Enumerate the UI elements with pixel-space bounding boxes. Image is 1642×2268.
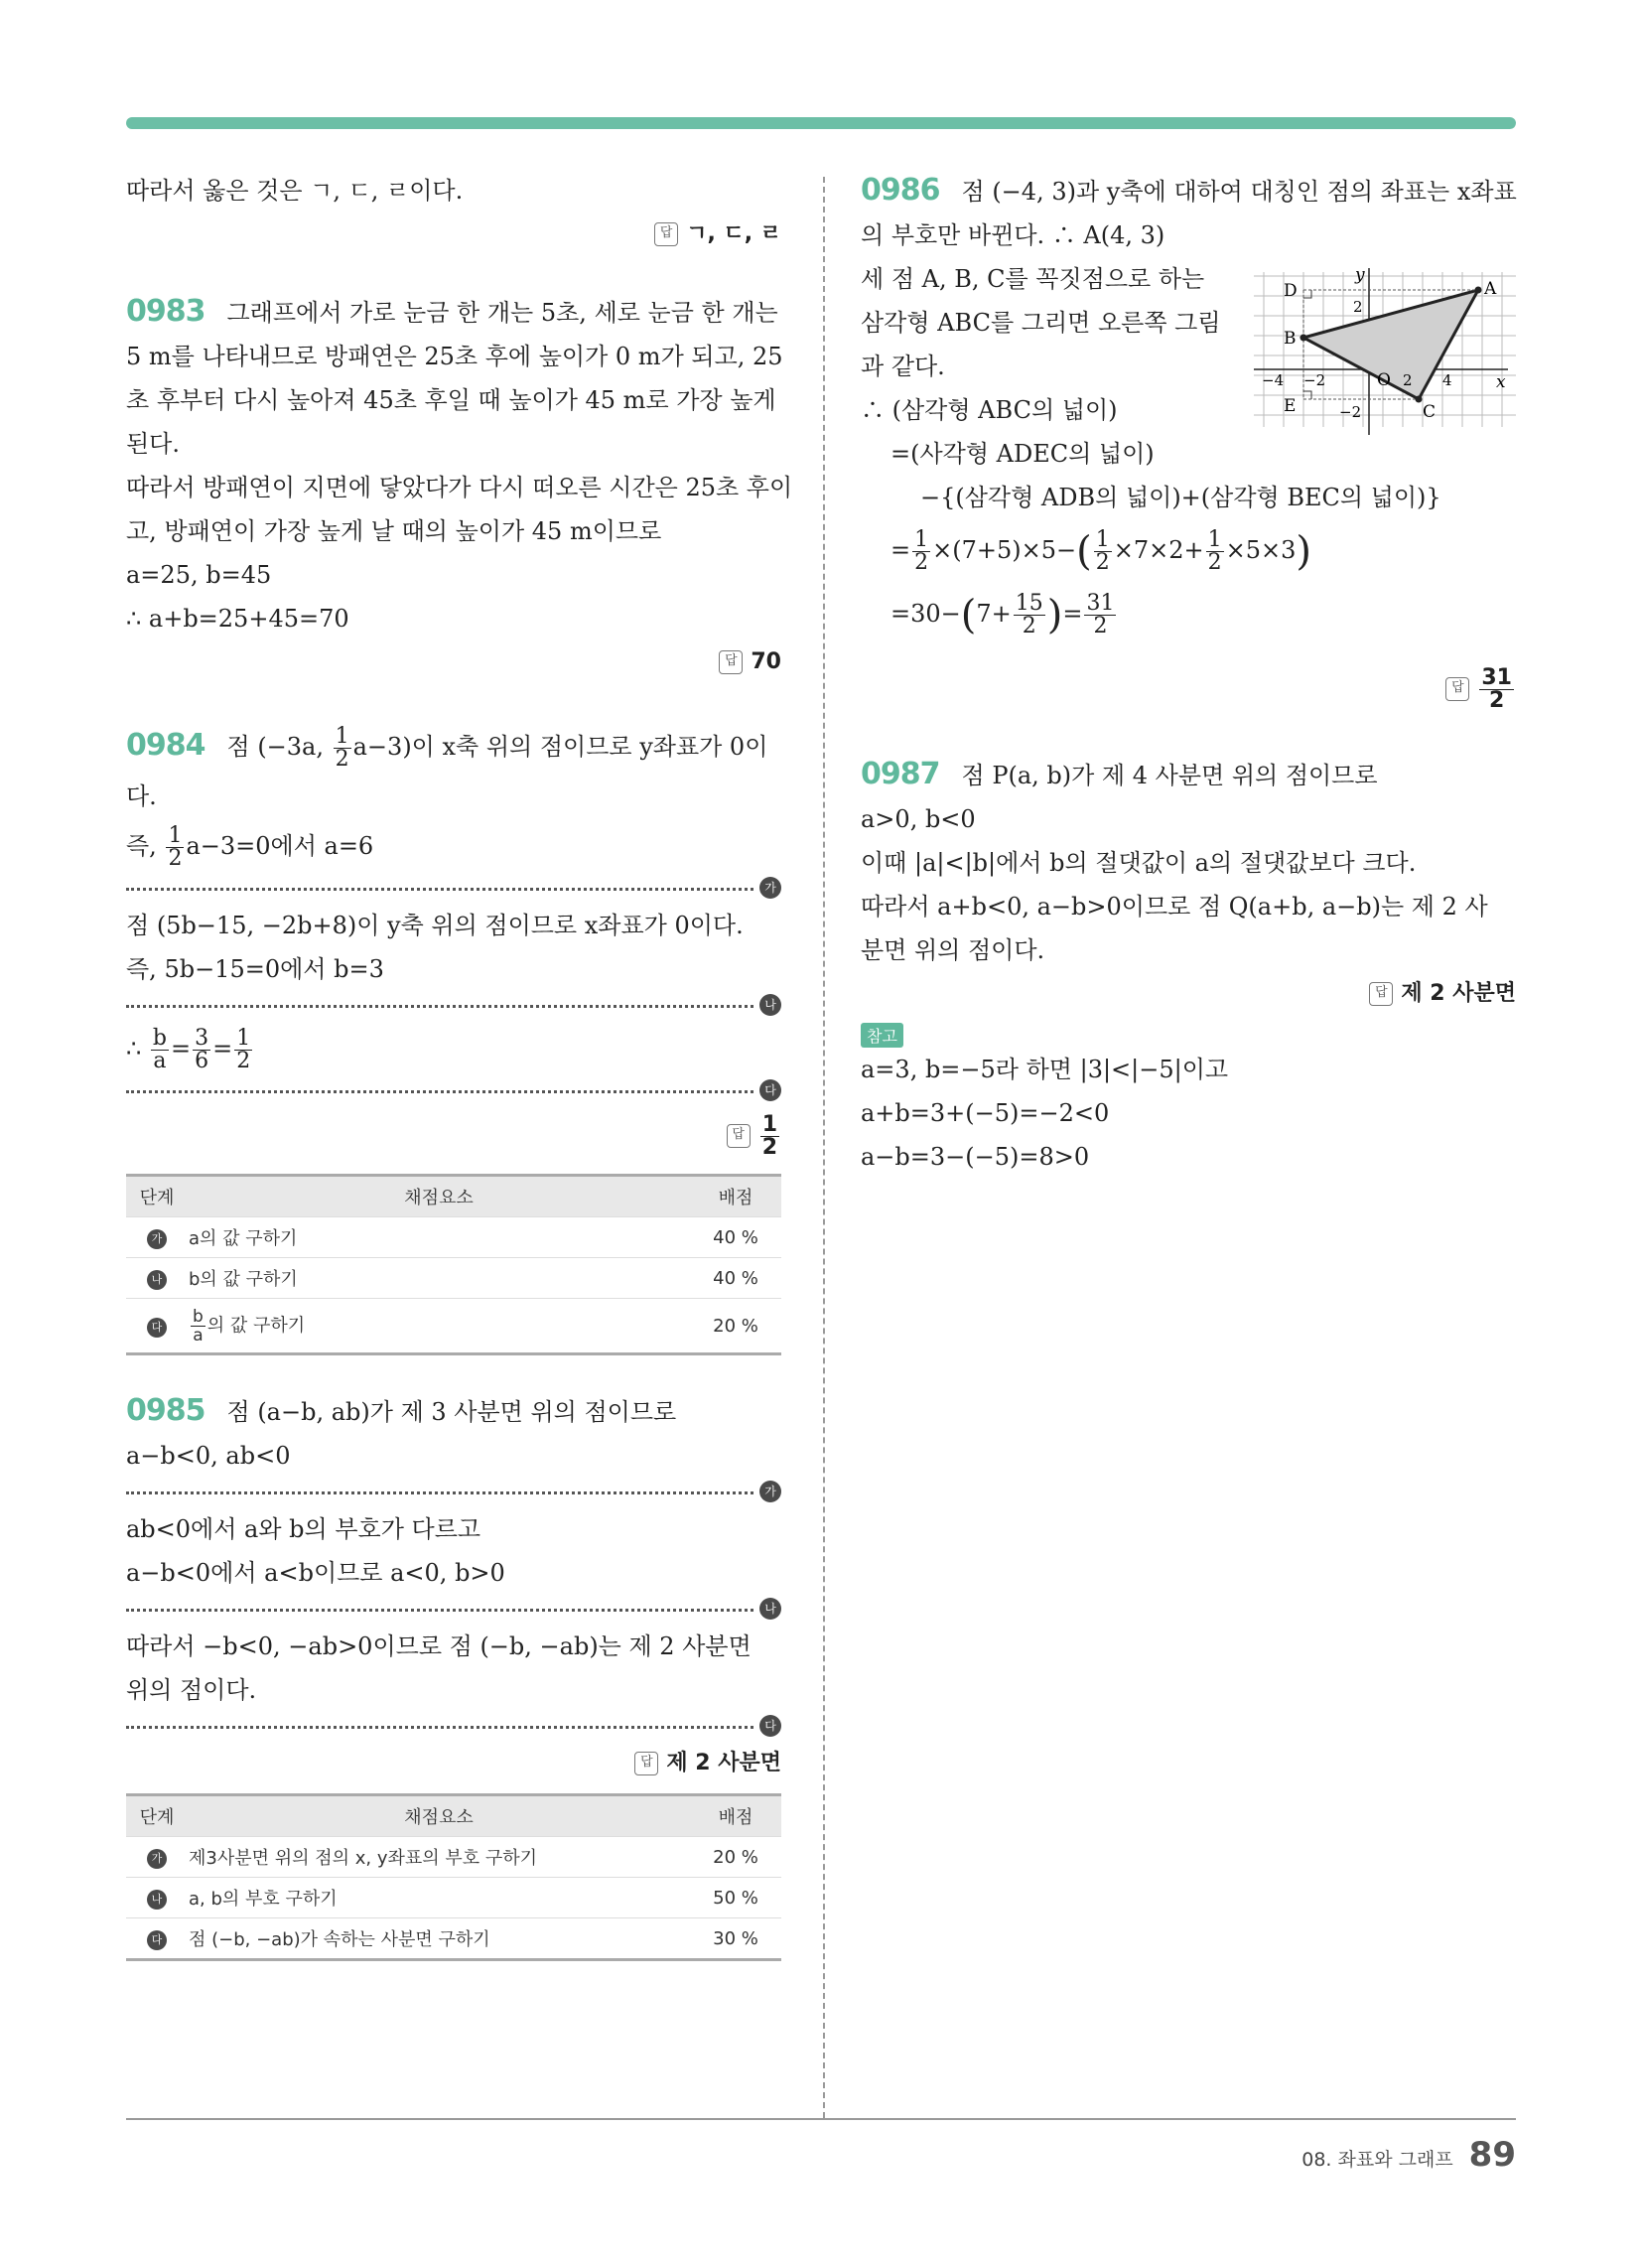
step-separator: 나 bbox=[126, 1597, 781, 1623]
problem-0987: 0987 점 P(a, b)가 제 4 사분면 위의 점이므로 a>0, b<0 이때 |a|<|b|에서 b의 절댓값이 a의 절댓값보다 크다. 따라서 a+b<0, a−b>0이므로 점 Q(a+b, a−b)는 제 2 사 분면 위의 점이다. 답 제 2 사분면 참고 a=3, b=−5라 하면 |3|<|−5|이고 a+b=3+(−5)=−2<0 a−b=3−(−5)=8>0 bbox=[861, 757, 1516, 1171]
p0984-answer: 답 $\frac{1}{2}$ bbox=[126, 1106, 781, 1166]
chapter-title: 08. 좌표와 그래프 bbox=[1301, 2149, 1453, 2171]
footer-line bbox=[126, 2118, 1516, 2120]
problem-0986: 0986 점 (−4, 3)과 y축에 대하여 대칭인 점의 좌표는 x좌표 의 부호만 바뀐다. ∴ A(4, 3) 세 점 A, B, C를 꼭짓점으로 하는 삼각형 ABC를 그리면 오른쪽 그림 과 같다. ∴ (삼각형 ABC의 넓이) =(사각형 ADEC의 넓이) −{(삼각형 ADB의 넓이)+(삼각형 BEC의 넓이)} = $\frac{1}{2}$ ×(7+5)×5−( $\frac{1}{2}$ ×7×2+ $\frac{1}{2}$ ×5×3) =30−(7+ $\frac{15}{2}$ )= $\frac{31}{2}$ 답 $\frac{31}{2}$ A B C D E O x y −4 −2 2 4 2 −2 bbox=[861, 169, 1516, 719]
column-divider bbox=[823, 177, 825, 2118]
tick-x-2: 2 bbox=[1403, 371, 1413, 389]
right-column bbox=[861, 169, 1516, 1179]
note-label: 참고 bbox=[861, 1020, 1516, 1048]
page-footer bbox=[1301, 2135, 1516, 2175]
problem-number: 0987 bbox=[861, 757, 940, 791]
coordinate-graph bbox=[1254, 266, 1516, 435]
problem-number: 0983 bbox=[126, 294, 205, 329]
point-b bbox=[1300, 335, 1307, 342]
tick-y-2: 2 bbox=[1353, 298, 1363, 316]
p0983-answer: 답 70 bbox=[126, 640, 781, 684]
problem-number: 0984 bbox=[126, 728, 205, 763]
step-separator: 가 bbox=[126, 876, 781, 902]
step-separator: 나 bbox=[126, 993, 781, 1019]
top-accent-bar bbox=[126, 117, 1516, 129]
step-separator: 다 bbox=[126, 1714, 781, 1740]
p0982-answer: 답 ㄱ, ㄷ, ㄹ bbox=[126, 213, 781, 256]
label-e: E bbox=[1284, 396, 1297, 416]
page-number: 89 bbox=[1468, 2135, 1516, 2175]
label-a: A bbox=[1484, 279, 1497, 299]
tick-x-m2: −2 bbox=[1303, 371, 1326, 389]
label-b: B bbox=[1284, 329, 1297, 349]
tick-x-4: 4 bbox=[1442, 371, 1452, 389]
tick-y-m2: −2 bbox=[1339, 403, 1362, 421]
left-column bbox=[126, 169, 793, 1961]
point-a bbox=[1475, 287, 1482, 294]
p0985-answer: 답 제 2 사분면 bbox=[126, 1742, 781, 1785]
problem-0985: 0985 점 (a−b, ab)가 제 3 사분면 위의 점이므로 a−b<0, ab<0 가 ab<0에서 a와 b의 부호가 다르고 a−b<0에서 a<b이므로 a<0, b>0 나 따라서 −b<0, −ab>0이므로 점 (−b, −ab)는 제 2 사분면 위의 점이다. 다 답 제 2 사분면 bbox=[126, 1389, 781, 1785]
label-y-axis: y bbox=[1355, 266, 1365, 285]
tick-x-m4: −4 bbox=[1262, 371, 1285, 389]
problem-0983: 0983 그래프에서 가로 눈금 한 개는 5초, 세로 눈금 한 개는 5 m를 나타내므로 방패연은 25초 후에 높이가 0 m가 되고, 25 초 후부터 다시 높아져 45초 후일 때 높이가 45 m로 가장 높게 된다. 따라서 방패연이 지면에 닿았다가 다시 떠오른 시간은 25초 후이 고, 방패연이 가장 높게 날 때의 높이가 45 m이므로 a=25, b=45 ∴ a+b=25+45=70 답 70 bbox=[126, 290, 781, 684]
label-x-axis: x bbox=[1496, 372, 1506, 392]
problem-number: 0985 bbox=[126, 1393, 205, 1428]
problem-0984: 0984 점 (−3a, $\frac{1}{2}$ a−3)이 x축 위의 점이므로 y좌표가 0이 다. 즉, $\frac{1}{2}$ a−3=0에서 a=6 가 점 (5b−15, −2b+8)이 y축 위의 점이므로 x좌표가 0이다. 즉, 5b−15=0에서 b=3 나 ∴ $\frac{b}{a}$ = $\frac{3}{6}$ = $\frac{1}{2}$ 다 답 $\frac{1}{2}$ bbox=[126, 718, 781, 1166]
point-c bbox=[1416, 396, 1423, 403]
label-origin: O bbox=[1377, 370, 1391, 390]
problem-number: 0986 bbox=[861, 173, 940, 208]
p0982-conclusion: 따라서 옳은 것은 ㄱ, ㄷ, ㄹ이다. bbox=[126, 177, 464, 205]
scoring-table-0984: 단계 채점요소 배점 가 a의 값 구하기 40 % 나 b의 값 구하기 40 % 다 $\frac{b}{a}$ 의 값 구하기 20 % bbox=[126, 1174, 781, 1355]
label-d: D bbox=[1284, 281, 1298, 301]
label-c: C bbox=[1423, 402, 1437, 422]
p0986-answer: 답 $\frac{31}{2}$ bbox=[861, 659, 1516, 719]
p0987-answer: 답 제 2 사분면 bbox=[861, 972, 1516, 1016]
step-separator: 가 bbox=[126, 1480, 781, 1505]
step-separator: 다 bbox=[126, 1078, 781, 1104]
right-angle-d bbox=[1303, 290, 1311, 298]
scoring-table-0985: 단계 채점요소 배점 가 제3사분면 위의 점의 x, y좌표의 부호 구하기 20 % 나 a, b의 부호 구하기 50 % 다 점 (−b, −ab)가 속하는 사분면 구하기 30 % bbox=[126, 1793, 781, 1961]
